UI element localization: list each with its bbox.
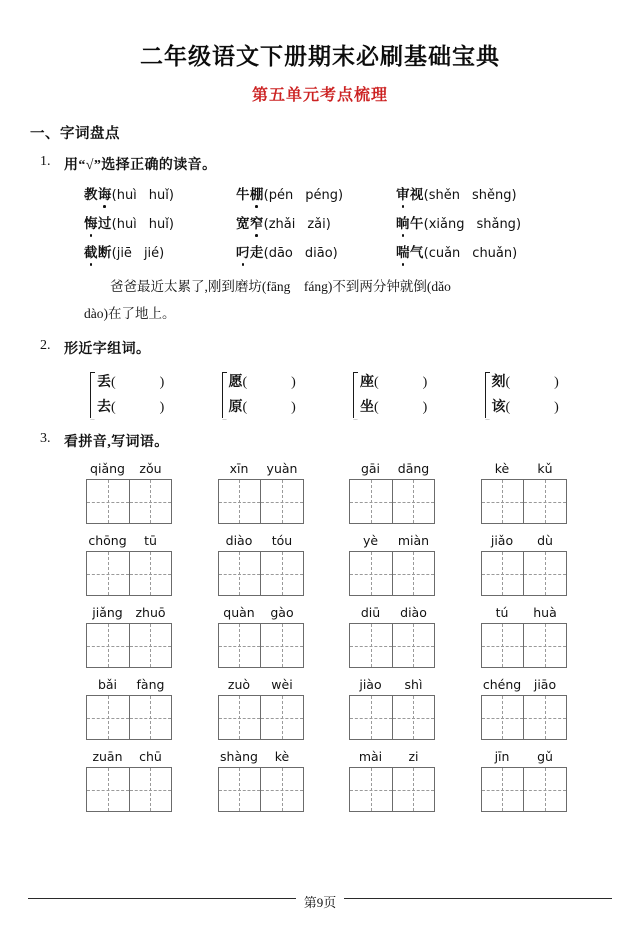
pinyin-option[interactable]: shǎng bbox=[476, 217, 516, 232]
character: 气 bbox=[409, 245, 424, 260]
pinyin-option[interactable]: xiǎng bbox=[428, 217, 465, 232]
pinyin-syllable: jiǎng bbox=[92, 605, 123, 620]
writing-grid-item bbox=[481, 461, 613, 524]
character-answer-line bbox=[492, 395, 559, 420]
page-footer bbox=[28, 895, 612, 923]
tianzige-grid bbox=[349, 623, 435, 668]
sentence-line-1: 爸爸最近太累了,刚到磨坊(fāng fáng)不到两分钟就倒(dǎo bbox=[110, 279, 451, 294]
pinyin-option[interactable]: chuǎn bbox=[472, 246, 513, 261]
tianzige-cell[interactable] bbox=[392, 624, 434, 667]
grid-pinyin-label bbox=[86, 677, 172, 692]
choice-row bbox=[84, 241, 612, 261]
writing-grid-item bbox=[218, 605, 350, 668]
pinyin-options: (dāo diāo) bbox=[263, 246, 338, 261]
writing-grid-item bbox=[218, 533, 350, 596]
pinyin-choice-item[interactable] bbox=[396, 183, 566, 203]
question-2-number: 2. bbox=[40, 338, 51, 353]
marked-character: 晌 bbox=[396, 212, 410, 232]
character: 宽 bbox=[236, 216, 250, 231]
pinyin-options: (pén péng) bbox=[263, 188, 344, 203]
pinyin-syllable: chéng bbox=[482, 677, 522, 692]
character: 牛 bbox=[236, 187, 250, 202]
character-answer-line bbox=[360, 370, 427, 395]
tianzige-cell[interactable] bbox=[87, 768, 129, 811]
tianzige-cell[interactable] bbox=[87, 696, 129, 739]
pinyin-syllable: mài bbox=[358, 749, 383, 764]
marked-character: 棚 bbox=[250, 183, 264, 203]
grid-pinyin-label bbox=[481, 533, 567, 548]
writing-grid-item bbox=[349, 677, 481, 740]
pinyin-choice-item[interactable] bbox=[84, 183, 236, 203]
pinyin-syllable: zǒu bbox=[139, 461, 162, 476]
grid-pinyin-label bbox=[349, 749, 435, 764]
tianzige-cell[interactable] bbox=[219, 552, 261, 595]
pinyin-option[interactable]: cuǎn bbox=[428, 246, 461, 261]
tianzige-cell[interactable] bbox=[482, 480, 524, 523]
grid-pinyin-label bbox=[481, 677, 567, 692]
question-3-number: 3. bbox=[40, 431, 51, 446]
pinyin-option[interactable]: shěn bbox=[428, 188, 460, 203]
grid-pinyin-label bbox=[349, 461, 435, 476]
character: 教 bbox=[84, 187, 98, 202]
character: 去 bbox=[97, 400, 111, 415]
pinyin-choice-item[interactable] bbox=[84, 241, 236, 261]
pinyin-choice-sentence bbox=[64, 273, 612, 327]
choice-row bbox=[84, 212, 612, 232]
pinyin-syllable: huà bbox=[533, 605, 557, 620]
tianzige-cell[interactable] bbox=[219, 768, 261, 811]
character-answer-line bbox=[97, 370, 164, 395]
tianzige-grid bbox=[86, 695, 172, 740]
page-number: 第9页 bbox=[296, 892, 345, 911]
pinyin-syllable: miàn bbox=[397, 533, 430, 548]
writing-grid-section bbox=[64, 461, 612, 812]
question-3 bbox=[28, 431, 612, 812]
character-answer-line bbox=[229, 370, 296, 395]
tianzige-cell[interactable] bbox=[350, 768, 392, 811]
writing-grid-row bbox=[64, 461, 612, 524]
tianzige-grid bbox=[218, 695, 304, 740]
pinyin-syllable: dāng bbox=[397, 461, 430, 476]
writing-grid-item bbox=[86, 461, 218, 524]
tianzige-cell[interactable] bbox=[392, 552, 434, 595]
pinyin-syllable: chōng bbox=[88, 533, 127, 548]
grid-pinyin-label bbox=[86, 749, 172, 764]
character: 愿 bbox=[228, 375, 243, 390]
writing-grid-item bbox=[86, 605, 218, 668]
tianzige-grid bbox=[349, 695, 435, 740]
tianzige-grid bbox=[349, 551, 435, 596]
tianzige-cell[interactable] bbox=[129, 552, 171, 595]
tianzige-grid bbox=[349, 767, 435, 812]
choice-word bbox=[236, 183, 264, 203]
tianzige-cell[interactable] bbox=[350, 624, 392, 667]
tianzige-grid bbox=[481, 695, 567, 740]
pinyin-option[interactable]: zǎi bbox=[307, 217, 326, 232]
tianzige-cell[interactable] bbox=[523, 768, 565, 811]
choice-word bbox=[236, 241, 264, 261]
tianzige-grid bbox=[218, 551, 304, 596]
tianzige-cell[interactable] bbox=[482, 624, 524, 667]
writing-grid-item bbox=[86, 749, 218, 812]
character: 过 bbox=[97, 216, 112, 231]
pinyin-syllable: tū bbox=[144, 533, 157, 548]
tianzige-cell[interactable] bbox=[482, 552, 524, 595]
paren-open: ( bbox=[111, 400, 116, 415]
writing-grid-row bbox=[64, 677, 612, 740]
paren-close: ) bbox=[291, 375, 296, 390]
tianzige-grid bbox=[481, 551, 567, 596]
pinyin-syllable: gǔ bbox=[537, 749, 553, 764]
tianzige-cell[interactable] bbox=[260, 696, 302, 739]
paren-close: ) bbox=[554, 375, 559, 390]
tianzige-cell[interactable] bbox=[260, 480, 302, 523]
tianzige-cell[interactable] bbox=[129, 768, 171, 811]
character-pair-group bbox=[349, 370, 481, 420]
pinyin-choice-block bbox=[64, 183, 612, 261]
tianzige-cell[interactable] bbox=[260, 624, 302, 667]
pinyin-option[interactable]: zhǎi bbox=[268, 217, 296, 232]
pinyin-option[interactable]: diāo bbox=[304, 246, 333, 261]
grid-pinyin-label bbox=[86, 461, 172, 476]
paren-close: ) bbox=[291, 400, 296, 415]
choice-word bbox=[396, 241, 424, 261]
pinyin-syllable: diū bbox=[360, 605, 381, 620]
tianzige-cell[interactable] bbox=[87, 624, 129, 667]
grid-pinyin-label bbox=[349, 677, 435, 692]
writing-grid-item bbox=[481, 533, 613, 596]
paren-open: ( bbox=[505, 400, 511, 415]
grid-pinyin-label bbox=[481, 605, 567, 620]
choice-word bbox=[396, 212, 424, 232]
pinyin-syllable: zuān bbox=[92, 749, 123, 764]
curly-brace-icon bbox=[86, 370, 95, 420]
section-heading: 一、字词盘点 bbox=[30, 126, 120, 142]
tianzige-cell[interactable] bbox=[523, 696, 565, 739]
pinyin-syllable: gào bbox=[270, 605, 294, 620]
pinyin-option[interactable]: dāo bbox=[268, 246, 293, 261]
tianzige-cell[interactable] bbox=[219, 480, 261, 523]
character: 原 bbox=[228, 400, 243, 415]
tianzige-cell[interactable] bbox=[350, 696, 392, 739]
tianzige-grid bbox=[86, 767, 172, 812]
character: 丢 bbox=[97, 375, 111, 390]
pinyin-syllable: zuò bbox=[227, 677, 251, 692]
pinyin-syllable: kè bbox=[274, 749, 290, 764]
tianzige-grid bbox=[218, 479, 304, 524]
tianzige-grid bbox=[481, 767, 567, 812]
marked-character: 喘 bbox=[396, 241, 410, 261]
character-pair-lines bbox=[229, 370, 296, 420]
choice-row bbox=[84, 183, 612, 203]
paren-open: ( bbox=[374, 375, 379, 390]
pinyin-options: (xiǎng shǎng) bbox=[423, 217, 522, 232]
grid-pinyin-label bbox=[218, 605, 304, 620]
pinyin-option[interactable]: huì bbox=[116, 188, 137, 203]
pinyin-choice-item[interactable] bbox=[236, 241, 396, 261]
character: 视 bbox=[409, 187, 424, 202]
pinyin-syllable: gāi bbox=[360, 461, 381, 476]
pinyin-syllable: shì bbox=[404, 677, 423, 692]
character-answer-line bbox=[360, 395, 427, 420]
writing-grid-item bbox=[218, 461, 350, 524]
choice-word bbox=[84, 183, 112, 203]
page-title: 二年级语文下册期末必刷基础宝典 bbox=[140, 43, 500, 70]
grid-pinyin-label bbox=[349, 533, 435, 548]
pinyin-option[interactable]: péng bbox=[305, 188, 338, 203]
paren-close: ) bbox=[159, 375, 165, 390]
curly-brace-icon bbox=[481, 370, 490, 420]
character-answer-line bbox=[97, 395, 164, 420]
page-subtitle: 第五单元考点梳理 bbox=[251, 85, 388, 104]
tianzige-cell[interactable] bbox=[523, 624, 565, 667]
tianzige-grid bbox=[481, 479, 567, 524]
question-1-number: 1. bbox=[40, 154, 51, 169]
tianzige-grid bbox=[86, 479, 172, 524]
similar-character-groups bbox=[64, 370, 612, 420]
pinyin-choice-item[interactable] bbox=[396, 241, 566, 261]
question-2-title: 形近字组词。 bbox=[64, 342, 151, 357]
tianzige-grid bbox=[218, 767, 304, 812]
tianzige-cell[interactable] bbox=[482, 768, 524, 811]
choice-word bbox=[396, 183, 424, 203]
marked-character: 窄 bbox=[250, 212, 264, 232]
marked-character: 截 bbox=[84, 241, 98, 261]
tianzige-cell[interactable] bbox=[482, 696, 524, 739]
pinyin-choice-item[interactable] bbox=[236, 212, 396, 232]
grid-pinyin-label bbox=[349, 605, 435, 620]
paren-close: ) bbox=[554, 400, 559, 415]
character: 刻 bbox=[491, 375, 506, 390]
choice-word bbox=[84, 212, 112, 232]
pinyin-syllable: jiào bbox=[359, 677, 382, 692]
tianzige-cell[interactable] bbox=[87, 480, 129, 523]
writing-grid-row bbox=[64, 605, 612, 668]
character: 断 bbox=[97, 245, 112, 260]
pinyin-options: (cuǎn chuǎn) bbox=[423, 246, 518, 261]
paren-open: ( bbox=[242, 400, 248, 415]
pinyin-options: (shěn shěng) bbox=[423, 188, 517, 203]
pinyin-syllable: quàn bbox=[223, 605, 255, 620]
tianzige-grid bbox=[86, 623, 172, 668]
question-2 bbox=[28, 338, 612, 420]
character: 坐 bbox=[360, 400, 374, 415]
tianzige-cell[interactable] bbox=[523, 552, 565, 595]
pinyin-options: (zhǎi zǎi) bbox=[263, 217, 331, 232]
tianzige-cell[interactable] bbox=[392, 768, 434, 811]
pinyin-option[interactable]: huǐ bbox=[148, 188, 169, 203]
pinyin-syllable: shàng bbox=[220, 749, 258, 764]
writing-grid-item bbox=[218, 677, 350, 740]
pinyin-syllable: dù bbox=[537, 533, 553, 548]
tianzige-grid bbox=[86, 551, 172, 596]
tianzige-cell[interactable] bbox=[523, 480, 565, 523]
tianzige-grid bbox=[218, 623, 304, 668]
pinyin-option[interactable]: jiē bbox=[116, 246, 132, 261]
writing-grid-item bbox=[349, 461, 481, 524]
tianzige-cell[interactable] bbox=[260, 552, 302, 595]
tianzige-cell[interactable] bbox=[129, 624, 171, 667]
writing-grid-item bbox=[218, 749, 350, 812]
writing-grid-row bbox=[64, 749, 612, 812]
writing-grid-item bbox=[481, 605, 613, 668]
pinyin-options: (huì huǐ) bbox=[111, 217, 174, 232]
pinyin-syllable: diào bbox=[400, 605, 427, 620]
pinyin-option[interactable]: jié bbox=[143, 246, 160, 261]
marked-character: 悔 bbox=[84, 212, 98, 232]
character: 座 bbox=[360, 375, 374, 390]
pinyin-choice-item[interactable] bbox=[396, 212, 566, 232]
marked-character: 审 bbox=[396, 183, 410, 203]
tianzige-grid bbox=[481, 623, 567, 668]
character-answer-line bbox=[229, 395, 296, 420]
grid-pinyin-label bbox=[86, 605, 172, 620]
marked-character: 叼 bbox=[236, 241, 250, 261]
pinyin-options: (jiē jié) bbox=[111, 246, 165, 261]
pinyin-option[interactable]: huì bbox=[116, 217, 137, 232]
grid-pinyin-label bbox=[218, 533, 304, 548]
choice-word bbox=[84, 241, 112, 261]
marked-character: 诲 bbox=[98, 183, 112, 203]
writing-grid-row bbox=[64, 533, 612, 596]
paren-close: ) bbox=[422, 375, 428, 390]
pinyin-syllable: jīn bbox=[494, 749, 510, 764]
character-pair-lines bbox=[360, 370, 427, 420]
writing-grid-item bbox=[481, 677, 613, 740]
character-answer-line bbox=[492, 370, 559, 395]
pinyin-syllable: zi bbox=[408, 749, 419, 764]
tianzige-cell[interactable] bbox=[219, 696, 261, 739]
tianzige-cell[interactable] bbox=[219, 624, 261, 667]
pinyin-syllable: kè bbox=[494, 461, 510, 476]
tianzige-cell[interactable] bbox=[350, 480, 392, 523]
pinyin-syllable: chū bbox=[139, 749, 162, 764]
sentence-line-2: dào)在了地上。 bbox=[84, 306, 176, 321]
pinyin-option[interactable]: shěng bbox=[471, 188, 512, 203]
tianzige-cell[interactable] bbox=[392, 696, 434, 739]
tianzige-cell[interactable] bbox=[129, 696, 171, 739]
curly-brace-icon bbox=[218, 370, 227, 420]
choice-word bbox=[236, 212, 264, 232]
question-3-title: 看拼音,写词语。 bbox=[64, 435, 169, 450]
tianzige-cell[interactable] bbox=[350, 552, 392, 595]
tianzige-cell[interactable] bbox=[129, 480, 171, 523]
character: 走 bbox=[249, 245, 264, 260]
pinyin-syllable: jiǎo bbox=[490, 533, 514, 548]
pinyin-syllable: qiǎng bbox=[90, 461, 125, 476]
pinyin-syllable: zhuō bbox=[135, 605, 166, 620]
grid-pinyin-label bbox=[481, 749, 567, 764]
character-pair-lines bbox=[97, 370, 164, 420]
pinyin-syllable: jiāo bbox=[533, 677, 557, 692]
tianzige-cell[interactable] bbox=[392, 480, 434, 523]
pinyin-options: (huì huǐ) bbox=[111, 188, 174, 203]
pinyin-syllable: bǎi bbox=[97, 677, 118, 692]
paren-close: ) bbox=[159, 400, 165, 415]
character-pair-group bbox=[481, 370, 613, 420]
pinyin-choice-item[interactable] bbox=[84, 212, 236, 232]
paren-open: ( bbox=[111, 375, 116, 390]
pinyin-syllable: kǔ bbox=[537, 461, 553, 476]
grid-pinyin-label bbox=[481, 461, 567, 476]
grid-pinyin-label bbox=[218, 749, 304, 764]
paren-open: ( bbox=[242, 375, 248, 390]
writing-grid-item bbox=[86, 533, 218, 596]
question-1 bbox=[28, 154, 612, 327]
writing-grid-item bbox=[481, 749, 613, 812]
grid-pinyin-label bbox=[218, 461, 304, 476]
pinyin-syllable: yuàn bbox=[266, 461, 298, 476]
writing-grid-item bbox=[86, 677, 218, 740]
curly-brace-icon bbox=[349, 370, 358, 420]
pinyin-syllable: diào bbox=[225, 533, 253, 548]
tianzige-cell[interactable] bbox=[260, 768, 302, 811]
pinyin-syllable: wèi bbox=[271, 677, 293, 692]
pinyin-option[interactable]: pén bbox=[268, 188, 294, 203]
pinyin-syllable: tú bbox=[495, 605, 509, 620]
paren-close: ) bbox=[422, 400, 428, 415]
paren-open: ( bbox=[374, 400, 379, 415]
grid-pinyin-label bbox=[86, 533, 172, 548]
character-pair-group bbox=[218, 370, 350, 420]
tianzige-cell[interactable] bbox=[87, 552, 129, 595]
pinyin-syllable: xīn bbox=[229, 461, 249, 476]
question-1-title: 用“√”选择正确的读音。 bbox=[64, 158, 217, 173]
paren-open: ( bbox=[505, 375, 511, 390]
pinyin-syllable: yè bbox=[362, 533, 379, 548]
grid-pinyin-label bbox=[218, 677, 304, 692]
writing-grid-item bbox=[349, 749, 481, 812]
writing-grid-item bbox=[349, 605, 481, 668]
character: 该 bbox=[491, 400, 506, 415]
tianzige-grid bbox=[349, 479, 435, 524]
character: 午 bbox=[409, 216, 424, 231]
pinyin-syllable: fàng bbox=[136, 677, 165, 692]
pinyin-syllable: tóu bbox=[271, 533, 293, 548]
character-pair-group bbox=[86, 370, 218, 420]
pinyin-choice-item[interactable] bbox=[236, 183, 396, 203]
character-pair-lines bbox=[492, 370, 559, 420]
writing-grid-item bbox=[349, 533, 481, 596]
pinyin-option[interactable]: huǐ bbox=[148, 217, 169, 232]
